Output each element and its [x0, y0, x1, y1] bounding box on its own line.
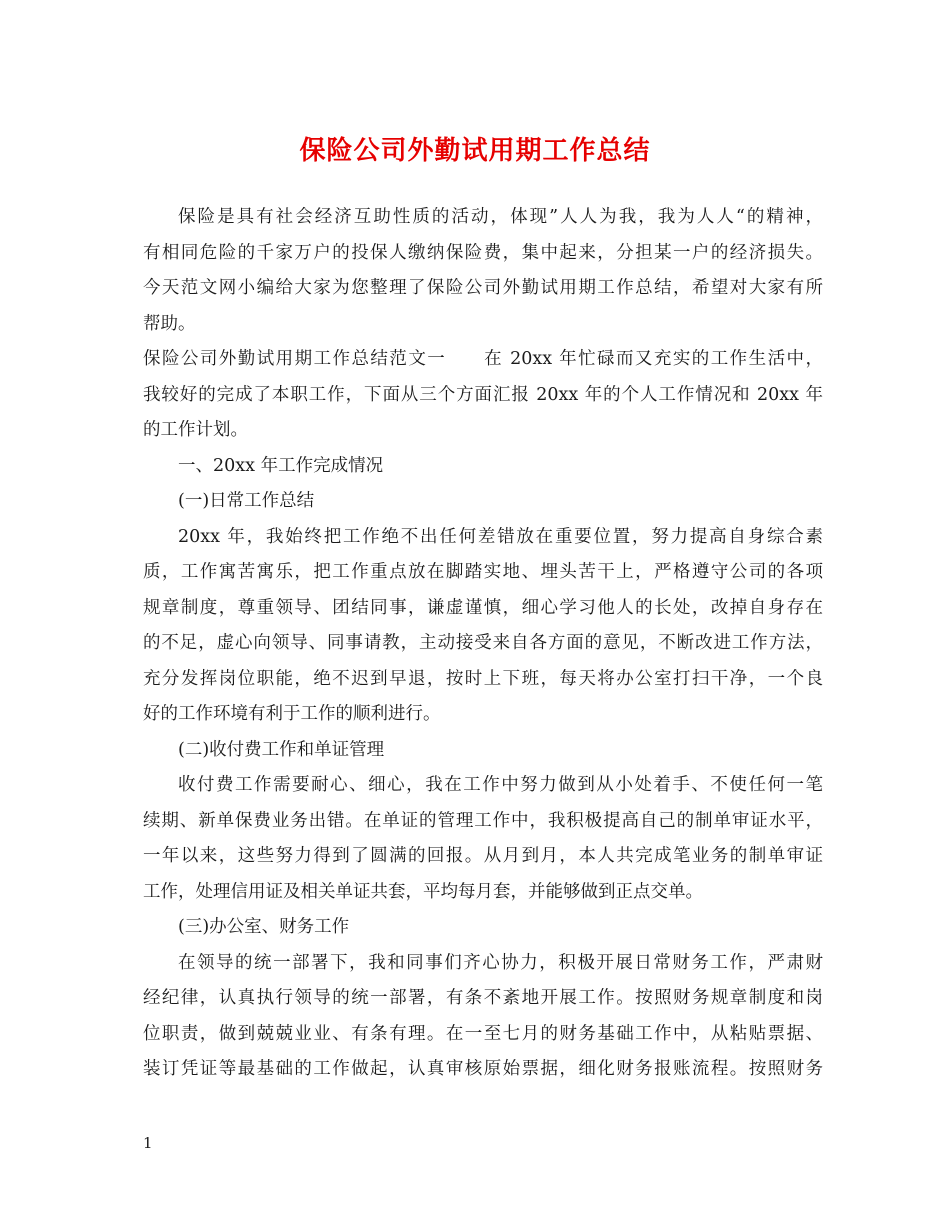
text-line: 工作，处理信用证及相关单证共套，平均每月套，并能够做到正点交单。: [143, 881, 703, 902]
page-number: 1: [143, 1134, 153, 1152]
text-line: (一)日常工作总结: [178, 491, 315, 511]
text-line: 一、20xx 年工作完成情况: [178, 455, 384, 476]
text-line: 充分发挥岗位职能，绝不迟到早退，按时上下班，每天将办公室打扫干净，一个良: [143, 668, 823, 689]
text-line: 收付费工作需要耐心、细心，我在工作中努力做到从小处着手、不使任何一笔: [178, 775, 823, 795]
text-line: 保险公司外勤试用期工作总结范文一 在 20xx 年忙碌而又充实的工作生活中，: [143, 349, 823, 369]
text-line: 一年以来，这些努力得到了圆满的回报。从月到月，本人共完成笔业务的制单审证: [143, 846, 823, 866]
text-line: 经纪律，认真执行领导的统一部署，有条不紊地开展工作。按照财务规章制度和岗: [143, 988, 823, 1008]
text-line: 的不足，虚心向领导、同事请教，主动接受来自各方面的意见，不断改进工作方法，: [143, 633, 823, 653]
text-line: (二)收付费工作和单证管理: [178, 739, 385, 760]
text-line: 质，工作寓苦寓乐，把工作重点放在脚踏实地、埋头苦干上，严格遵守公司的各项: [143, 562, 823, 582]
document-body: [143, 200, 823, 1088]
text-line: 今天范文网小编给大家为您整理了保险公司外勤试用期工作总结，希望对大家有所: [143, 278, 823, 298]
text-line: 帮助。: [143, 313, 196, 334]
text-line: 保险是具有社会经济互助性质的活动，体现”人人为我，我为人人“的精神，: [178, 207, 823, 227]
text-line: 有相同危险的千家万户的投保人缴纳保险费，集中起来，分担某一户的经济损失。: [143, 242, 823, 263]
text-line: 续期、新单保费业务出错。在单证的管理工作中，我积极提高自己的制单审证水平，: [143, 810, 823, 831]
text-line: (三)办公室、财务工作: [178, 917, 350, 937]
text-line: 好的工作环境有利于工作的顺利进行。: [143, 704, 441, 724]
text-line: 我较好的完成了本职工作，下面从三个方面汇报 20xx 年的个人工作情况和 20xx 年: [143, 384, 823, 405]
text-line: 20xx 年，我始终把工作绝不出任何差错放在重要位置，努力提高自身综合素: [178, 526, 823, 547]
text-line: 位职责，做到兢兢业业、有条有理。在一至七月的财务基础工作中，从粘贴票据、: [143, 1023, 823, 1044]
text-line: 装订凭证等最基础的工作做起，认真审核原始票据，细化财务报账流程。按照财务: [143, 1059, 823, 1079]
text-line: 的工作计划。: [143, 420, 248, 440]
document-title: 保险公司外勤试用期工作总结: [299, 136, 651, 166]
text-line: 在领导的统一部署下，我和同事们齐心协力，积极开展日常财务工作，严肃财: [178, 952, 823, 973]
text-line: 规章制度，尊重领导、团结同事，谦虚谨慎，细心学习他人的长处，改掉自身存在: [143, 597, 823, 618]
